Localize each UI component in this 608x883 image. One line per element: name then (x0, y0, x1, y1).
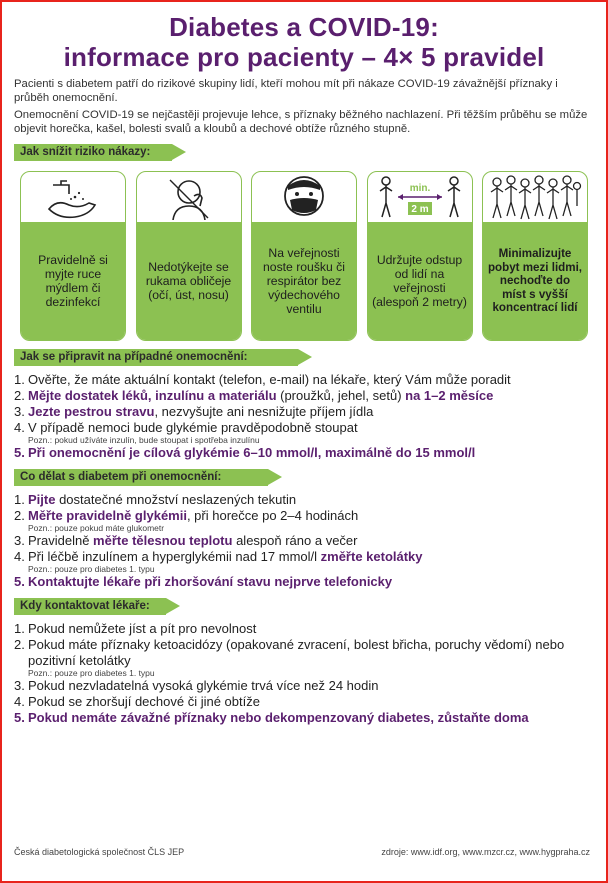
list-item: 1. Ověřte, že máte aktuální kontakt (telefon, e-mail) na lékaře, který Vám může poradit (14, 372, 511, 387)
note: Pozn.: pokud užíváte inzulín, bude stoupat i spotřeba inzulínu (28, 435, 260, 445)
intro-paragraph-1: Pacienti s diabetem patří do rizikové skupiny lidí, kteří mohou mít při nákaze COVID-19 závažnější příznaky i průběh onemocnění. (14, 78, 558, 104)
prevention-cards (14, 171, 594, 341)
card-face-touch (136, 171, 242, 341)
footer-organization: Česká diabetologická společnost ČLS JEP (14, 847, 185, 857)
card-crowd-text: Minimalizujte pobyt mezi lidmi, nechoďte do míst s vyšší koncentrací lidí (483, 222, 587, 340)
list-item: 4. V případě nemoci bude glykémie pravděpodobně stoupat Pozn.: pokud užíváte inzulín, bude stoupat i spotřeba inzulínu (14, 420, 594, 445)
title-line-2: informace pro pacienty – 4× 5 pravidel (63, 42, 545, 72)
list-item: 3. Jezte pestrou stravu, nezvyšujte ani nesnižujte příjem jídla (14, 404, 374, 419)
list-item: 2. Měřte pravidelně glykémii, při horečce po 2–4 hodinách Pozn.: pouze pokud máte glukometr (14, 508, 594, 533)
distance-badge-line2: 2 m (410, 204, 429, 215)
list-item: 4. Při léčbě inzulínem a hyperglykémii nad 17 mmol/l změřte ketolátky Pozn.: pouze pro diabetes 1. typu (14, 549, 594, 574)
distance-badge-line1: min. (409, 183, 430, 194)
card-distance-text: Udržujte odstup od lidí na veřejnosti (alespoň 2 metry) (368, 222, 472, 340)
title-line-1: Diabetes a COVID-19: (169, 12, 439, 42)
crowd-icon (487, 174, 583, 220)
page-title (14, 12, 594, 72)
list-item: 3. Pokud nezvladatelná vysoká glykémie trvá více než 24 hodin (14, 678, 379, 693)
card-face-mask (251, 171, 357, 341)
footer-sources: zdroje: www.idf.org, www.mzcr.cz, www.hygpraha.cz (381, 847, 590, 857)
list-item: 5. Pokud nemáte závažné příznaky nebo dekompenzovaný diabetes, zůstaňte doma (14, 710, 529, 725)
list-item: 2. Mějte dostatek léků, inzulínu a materiálu (proužků, jehel, setů) na 1–2 měsíce (14, 388, 494, 403)
face-mask-icon (280, 174, 328, 220)
illness-list (14, 492, 594, 590)
face-touch-icon (164, 174, 214, 220)
section-heading-prevention: Jak snížit riziko nákazy: (14, 144, 172, 161)
intro (14, 78, 594, 136)
list-item: 2. Pokud máte příznaky ketoacidózy (opakované zvracení, bolest břicha, poruchy vědomí) nebo pozitivní ketolátky Pozn.: pouze pro diabetes 1. typu (14, 637, 594, 678)
list-item: 5. Kontaktujte lékaře při zhoršování stavu nejprve telefonicky (14, 574, 393, 589)
card-face-mask-text: Na veřejnosti noste roušku či respirátor bez výdechového ventilu (252, 222, 356, 340)
note: Pozn.: pouze pro diabetes 1. typu (28, 564, 155, 574)
list-item: 1. Pokud nemůžete jíst a pít pro nevolnost (14, 621, 257, 636)
list-item: 4. Pokud se zhoršují dechové či jiné obtíže (14, 694, 260, 709)
section-heading-contact-doctor: Kdy kontaktovat lékaře: (14, 598, 166, 615)
card-handwash-text: Pravidelně si myjte ruce mýdlem či dezinfekcí (21, 222, 125, 340)
poster (14, 12, 594, 726)
section-heading-during-illness: Co dělat s diabetem při onemocnění: (14, 469, 268, 486)
intro-paragraph-2: Onemocnění COVID-19 se nejčastěji projevuje lehce, s příznaky běžného nachlazení. Při těžším průběhu se může objevit horečka, kašel, bolesti svalů a kloubů a dechové obtíže různého stupně. (14, 109, 588, 135)
card-handwash (20, 171, 126, 341)
card-face-touch-text: Nedotýkejte se rukama obličeje (očí, úst, nosu) (137, 222, 241, 340)
footer (14, 847, 590, 857)
list-item: 3. Pravidelně měřte tělesnou teplotu alespoň ráno a večer (14, 533, 358, 548)
preparation-list (14, 372, 594, 461)
card-distance (367, 171, 473, 341)
section-heading-preparation: Jak se připravit na případné onemocnění: (14, 349, 298, 366)
note: Pozn.: pouze pokud máte glukometr (28, 523, 165, 533)
distance-icon (372, 173, 468, 221)
list-item: 5. Při onemocnění je cílová glykémie 6–10 mmol/l, maximálně do 15 mmol/l (14, 445, 476, 460)
list-item: 1. Pijte dostatečné množství neslazených tekutin (14, 492, 297, 507)
handwash-icon (43, 175, 103, 219)
contact-doctor-list (14, 621, 594, 726)
card-crowd (482, 171, 588, 341)
note: Pozn.: pouze pro diabetes 1. typu (28, 668, 155, 678)
